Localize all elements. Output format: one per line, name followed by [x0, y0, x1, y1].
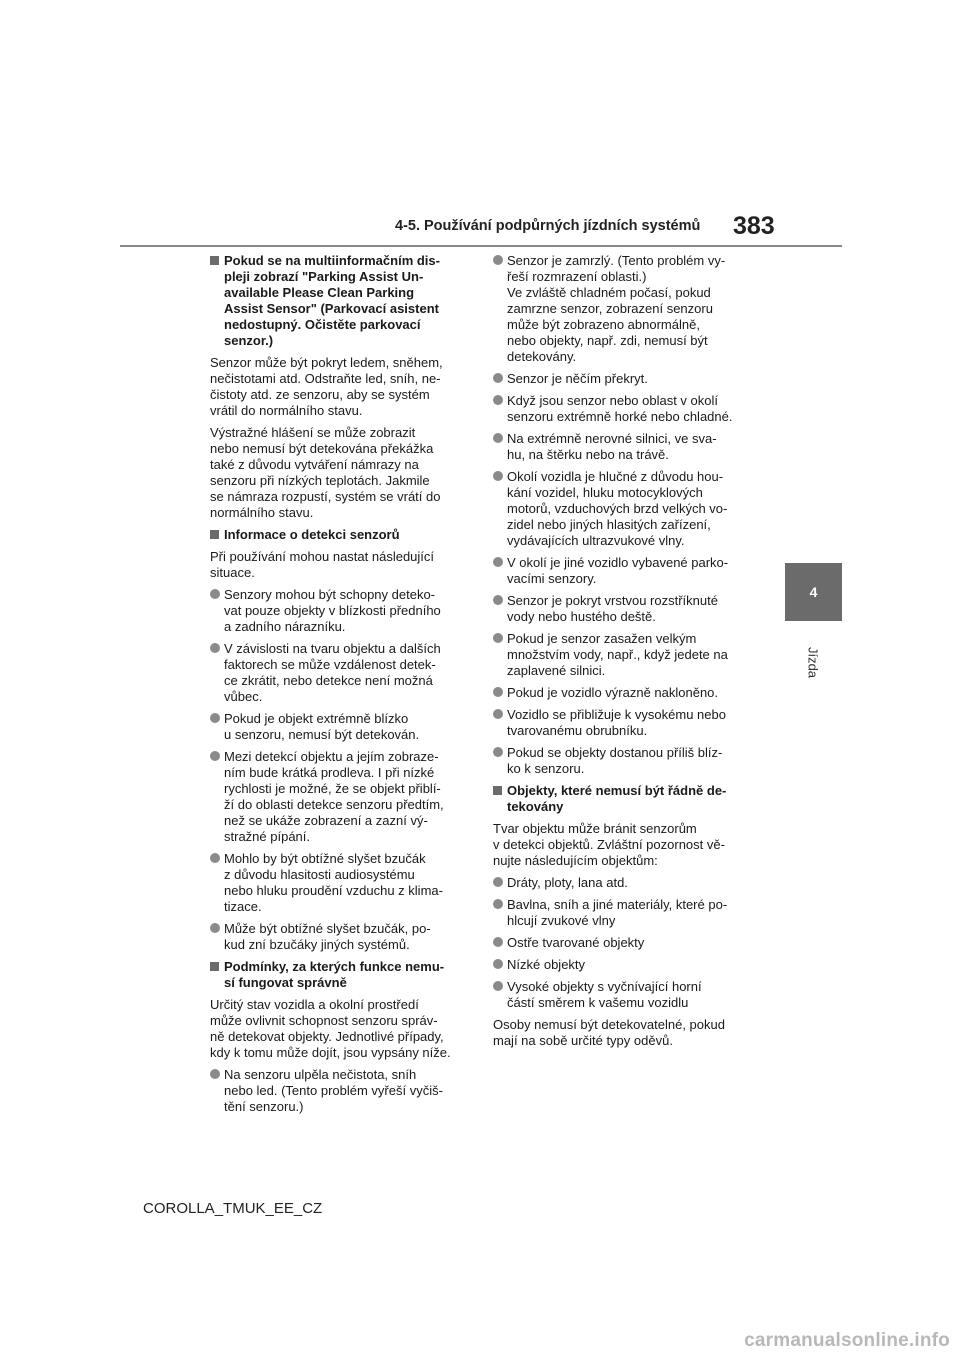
- bullet-dot-icon: [493, 687, 503, 697]
- paragraph: Určitý stav vozidla a okolní prostředí může ovlivnit schopnost senzoru správ- ně detekovat objekty. Jednotlivé případy, kdy k tomu může dojít, jsou vypsány níže.: [210, 997, 451, 1060]
- bullet-text: Senzor je něčím překryt.: [507, 371, 648, 386]
- bullet-dot-icon: [210, 643, 220, 653]
- bullet-dot-icon: [210, 713, 220, 723]
- bullet-dot-icon: [493, 395, 503, 405]
- bullet-dot-icon: [493, 557, 503, 567]
- bullet-dot-icon: [493, 877, 503, 887]
- bullet-text: Nízké objekty: [507, 957, 586, 972]
- bullet-text: Na extrémně nerovné silnici, ve sva- hu, na štěrku nebo na trávě.: [507, 431, 717, 462]
- heading-square-icon: [210, 962, 219, 971]
- heading-text: Informace o detekci senzorů: [224, 527, 400, 542]
- bullet-text: Když jsou senzor nebo oblast v okolí senzoru extrémně horké nebo chladné.: [507, 393, 733, 424]
- section-title: 4-5. Používání podpůrných jízdních systémů: [395, 218, 701, 234]
- heading-text: Objekty, které nemusí být řádně de- tekovány: [507, 783, 727, 814]
- bullet-text: V okolí je jiné vozidlo vybavené parko- vacími senzory.: [507, 555, 729, 586]
- section-heading: [210, 253, 472, 349]
- bullet-dot-icon: [493, 595, 503, 605]
- bullet-dot-icon: [493, 433, 503, 443]
- paragraph: Senzor může být pokryt ledem, sněhem, nečistotami atd. Odstraňte led, sníh, ne- čistoty atd. ze senzoru, aby se systém vrátil do normálního stavu.: [210, 355, 443, 418]
- bullet-text: Mohlo by být obtížné slyšet bzučák z důvodu hlasitosti audiosystému nebo hluku proudění vzduchu z klima- tizace.: [224, 851, 443, 914]
- bullet-item: [210, 851, 472, 915]
- paragraph: Výstražné hlášení se může zobrazit nebo nemusí být detekována překážka také z důvodu vytváření námrazy na senzoru při nízkých teplotách. Jakmile se námraza rozpustí, systém se vrátí do normálního stavu.: [210, 425, 441, 520]
- page-number: 383: [733, 212, 775, 240]
- bullet-text: Okolí vozidla je hlučné z důvodu hou- kání vozidel, hluku motocyklových motorů, vzduchových brzd velkých vo- zidel nebo jiných hlasitých zařízení, vydávajících ultrazvukové vlny.: [507, 469, 728, 548]
- left-column: [210, 253, 472, 1121]
- bullet-text: Pokud je senzor zasažen velkým množstvím vody, např., když jedete na zaplavené silnici.: [507, 631, 728, 678]
- heading-square-icon: [210, 256, 219, 265]
- paragraph: Tvar objektu může bránit senzorům v detekci objektů. Zvláštní pozornost vě- nujte následujícím objektům:: [493, 821, 725, 868]
- bullet-dot-icon: [210, 751, 220, 761]
- section-heading: [210, 527, 472, 543]
- bullet-item: [210, 1067, 472, 1115]
- bullet-item: [493, 897, 755, 929]
- bullet-text: Na senzoru ulpěla nečistota, sníh nebo led. (Tento problém vyřeší vyčiš- tění senzoru.): [224, 1067, 443, 1114]
- bullet-item: [493, 393, 755, 425]
- bullet-item: [493, 631, 755, 679]
- bullet-item: [210, 587, 472, 635]
- watermark[interactable]: carmanualsonline.info: [744, 1330, 950, 1351]
- bullet-text: Ostře tvarované objekty: [507, 935, 645, 950]
- bullet-dot-icon: [493, 633, 503, 643]
- bullet-dot-icon: [493, 255, 503, 265]
- bullet-item: [493, 707, 755, 739]
- bullet-dot-icon: [493, 709, 503, 719]
- bullet-dot-icon: [493, 747, 503, 757]
- bullet-text: Pokud se objekty dostanou příliš blíz- ko k senzoru.: [507, 745, 723, 776]
- bullet-dot-icon: [493, 373, 503, 383]
- right-column: [493, 253, 755, 1055]
- bullet-text: Pokud je vozidlo výrazně nakloněno.: [507, 685, 719, 700]
- bullet-item: [493, 875, 755, 891]
- bullet-item: [493, 371, 755, 387]
- bullet-dot-icon: [210, 589, 220, 599]
- bullet-item: [493, 555, 755, 587]
- bullet-text: Senzory mohou být schopny deteko- vat pouze objekty v blízkosti předního a zadního nárazníku.: [224, 587, 441, 634]
- bullet-text: Senzor je pokryt vrstvou rozstříknuté vody nebo hustého deště.: [507, 593, 718, 624]
- chapter-label: Jízda: [805, 646, 821, 679]
- header-divider: [120, 245, 842, 247]
- bullet-item: [210, 711, 472, 743]
- section-heading: [493, 783, 755, 815]
- document-code: COROLLA_TMUK_EE_CZ: [143, 1200, 323, 1217]
- bullet-dot-icon: [210, 853, 220, 863]
- heading-square-icon: [493, 786, 502, 795]
- bullet-dot-icon: [493, 899, 503, 909]
- bullet-text: Pokud je objekt extrémně blízko u senzoru, nemusí být detekován.: [224, 711, 420, 742]
- paragraph: Při používání mohou nastat následující situace.: [210, 549, 435, 580]
- paragraph: Osoby nemusí být detekovatelné, pokud mají na sobě určité typy oděvů.: [493, 1017, 725, 1048]
- bullet-dot-icon: [493, 959, 503, 969]
- bullet-item: [493, 979, 755, 1011]
- heading-text: Pokud se na multiinformačním dis- pleji zobrazí "Parking Assist Un- available Please Clean Parking Assist Sensor" (Parkovací asistent nedostupný. Očistěte parkovací senzor.): [224, 253, 440, 348]
- bullet-text: V závislosti na tvaru objektu a dalších faktorech se může vzdálenost detek- ce zkrátit, nebo detekce není možná vůbec.: [224, 641, 441, 704]
- bullet-dot-icon: [493, 937, 503, 947]
- bullet-item: [210, 921, 472, 953]
- bullet-dot-icon: [493, 981, 503, 991]
- chapter-number: 4: [809, 584, 818, 600]
- section-heading: [210, 959, 472, 991]
- bullet-text: Bavlna, sníh a jiné materiály, které po- hlcují zvukové vlny: [507, 897, 728, 928]
- bullet-item: [493, 469, 755, 549]
- bullet-item: [493, 685, 755, 701]
- bullet-item: [493, 593, 755, 625]
- bullet-text: Vysoké objekty s vyčnívající horní částí směrem k vašemu vozidlu: [507, 979, 702, 1010]
- bullet-dot-icon: [210, 1069, 220, 1079]
- heading-square-icon: [210, 530, 219, 539]
- bullet-item: [210, 641, 472, 705]
- bullet-item: [493, 745, 755, 777]
- bullet-dot-icon: [210, 923, 220, 933]
- bullet-item: [493, 957, 755, 973]
- bullet-text: Senzor je zamrzlý. (Tento problém vy- řeší rozmrazení oblasti.) Ve zvláště chladném počasí, pokud zamrzne senzor, zobrazení senzoru může být zobrazeno abnormálně, nebo objekty, např. zdi, nemusí být detekovány.: [507, 253, 726, 364]
- bullet-dot-icon: [493, 471, 503, 481]
- bullet-text: Může být obtížné slyšet bzučák, po- kud zní bzučáky jiných systémů.: [224, 921, 431, 952]
- bullet-item: [493, 253, 755, 365]
- heading-text: Podmínky, za kterých funkce nemu- sí fungovat správně: [224, 959, 445, 990]
- bullet-text: Mezi detekcí objektu a jejím zobraze- ním bude krátká prodleva. I při nízké rychlosti je možné, že se objekt přiblí- ží do oblasti detekce senzoru předtím, než se ukáže zobrazení a zazní vý- stražné pípání.: [224, 749, 444, 844]
- bullet-item: [493, 431, 755, 463]
- bullet-text: Vozidlo se přibližuje k vysokému nebo tvarovanému obrubníku.: [507, 707, 726, 738]
- bullet-item: [493, 935, 755, 951]
- bullet-text: Dráty, ploty, lana atd.: [507, 875, 628, 890]
- chapter-tab[interactable]: [785, 563, 842, 621]
- bullet-item: [210, 749, 472, 845]
